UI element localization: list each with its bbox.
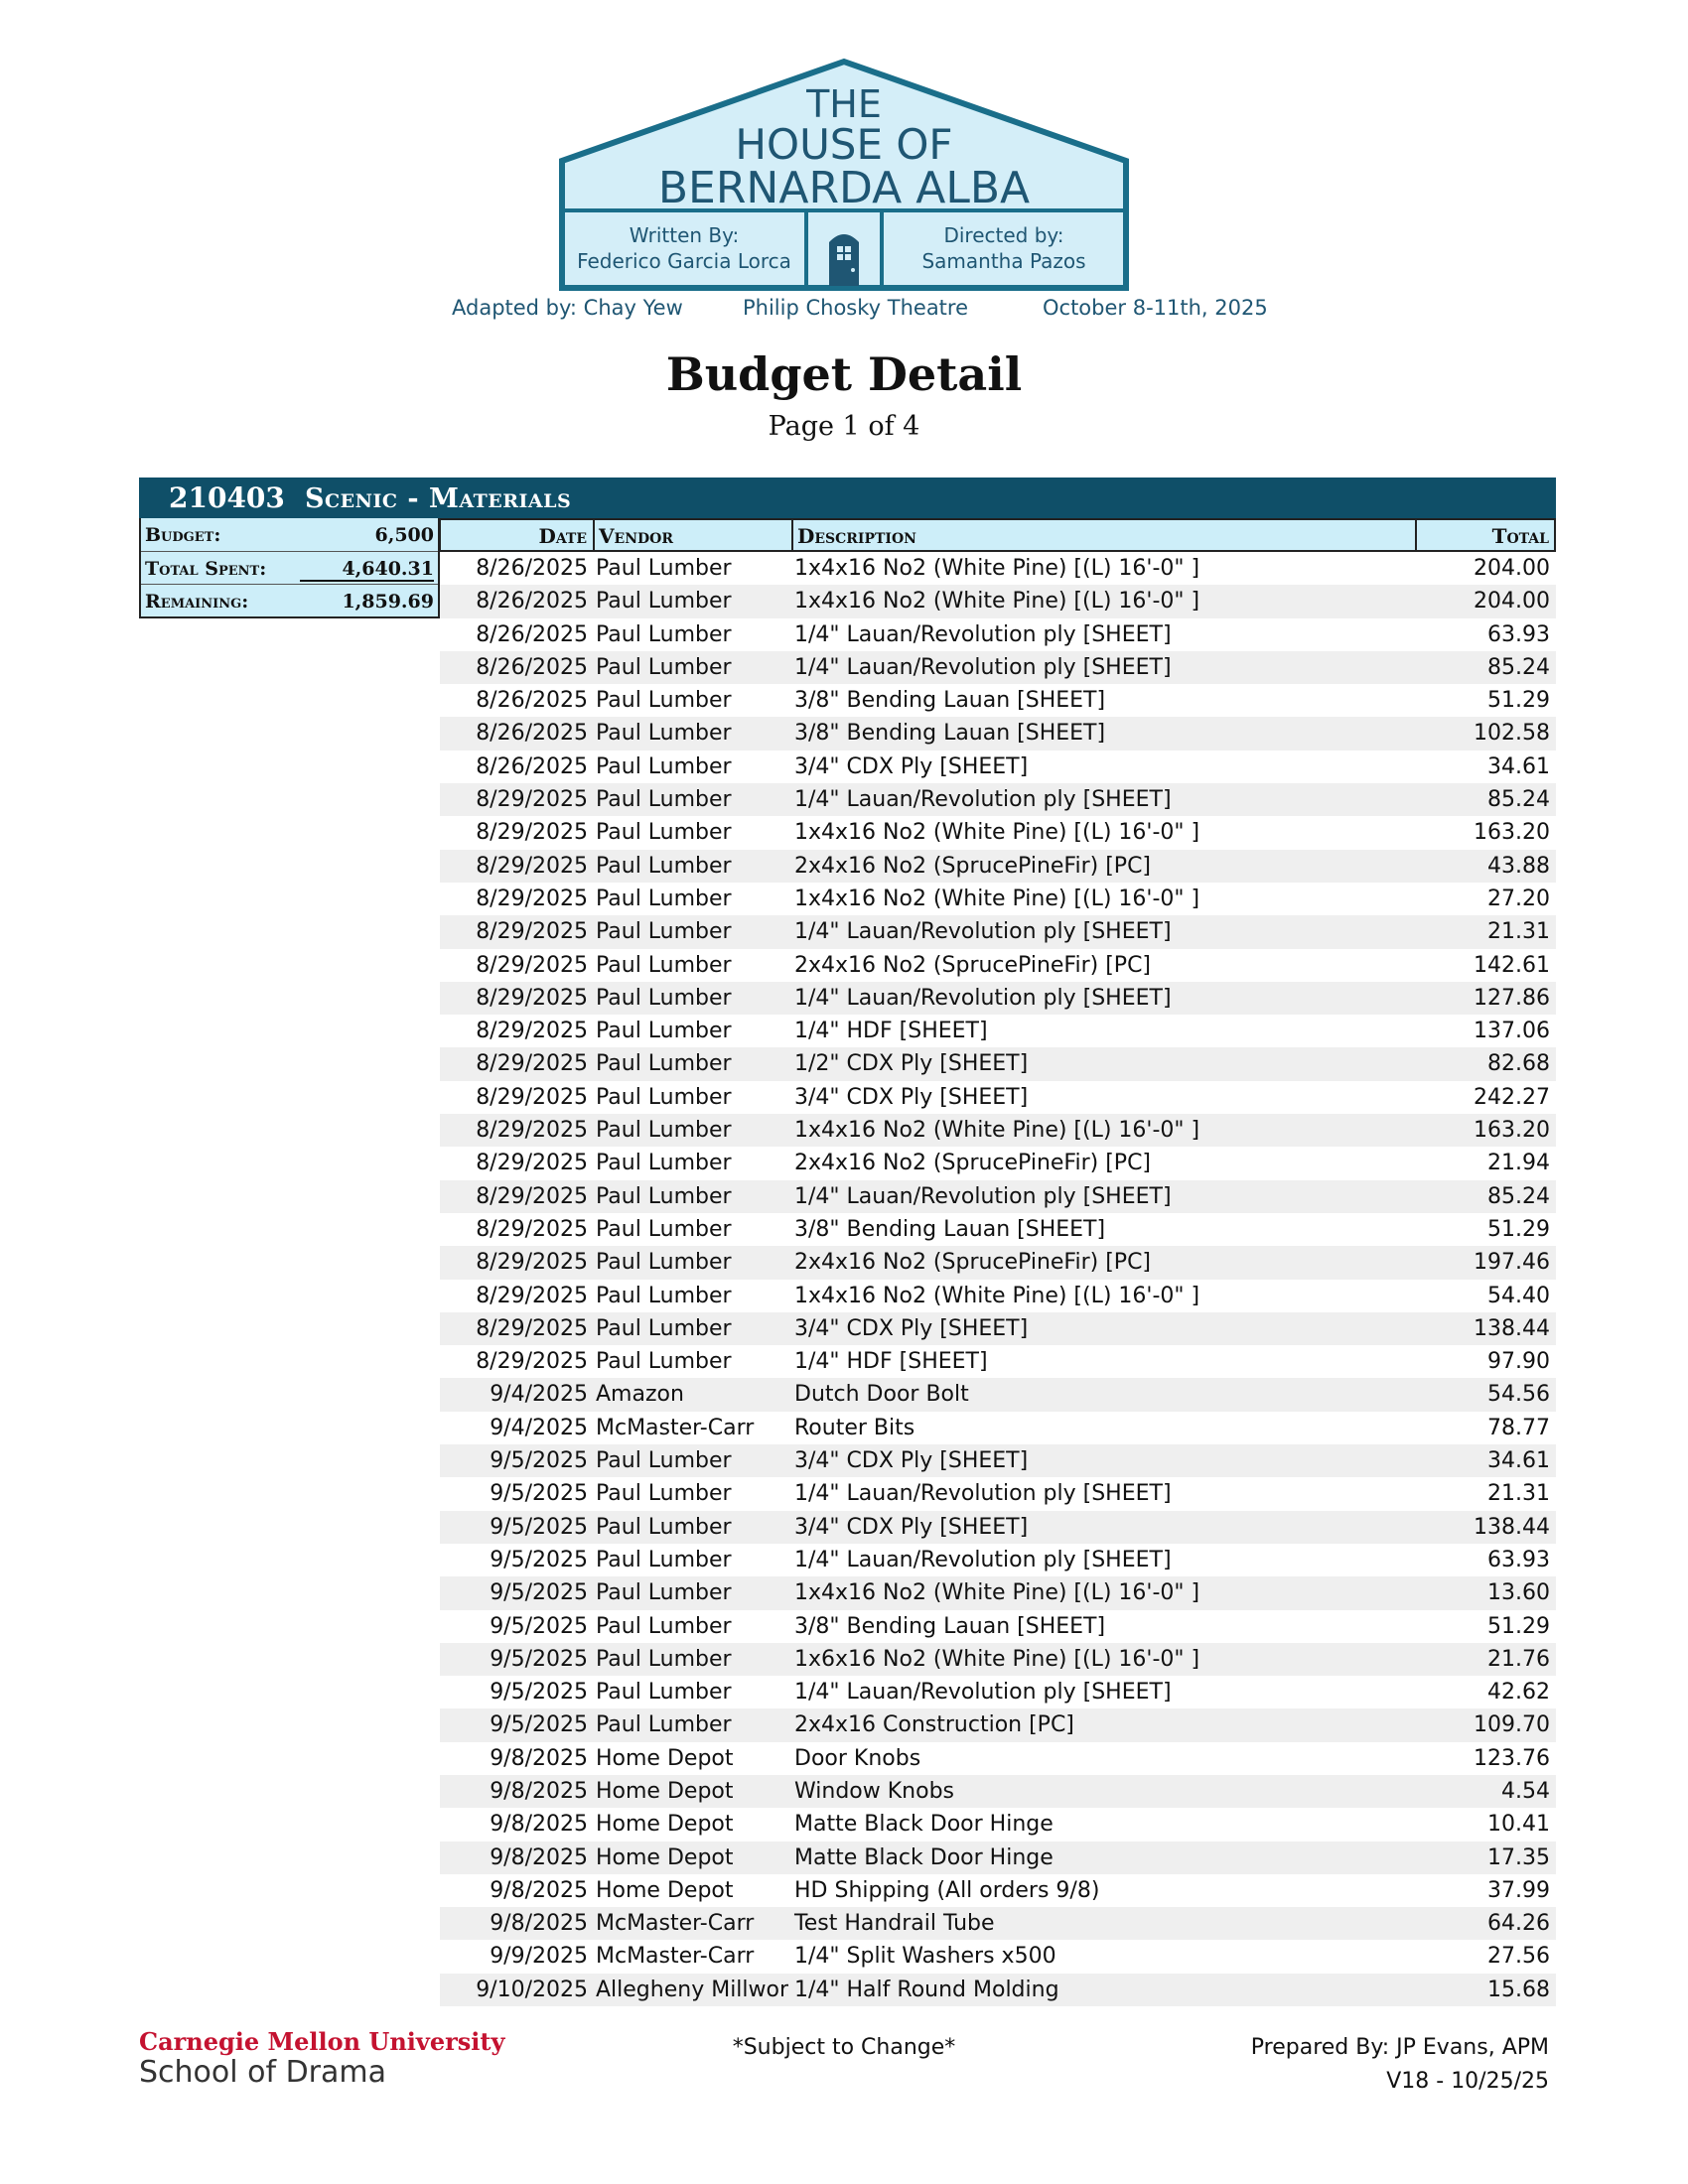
table-row [440,783,1556,816]
cell-vendor: Paul Lumber [596,1216,732,1242]
door-icon [829,234,859,286]
cell-description: 1x4x16 No2 (White Pine) [(L) 16'-0" ] [794,556,1200,581]
cell-description: 1/4" HDF [SHEET] [794,1019,988,1044]
cell-vendor: Paul Lumber [596,1019,732,1044]
cell-total: 142.61 [1474,952,1550,978]
cell-description: Dutch Door Bolt [794,1382,969,1408]
cell-vendor: Paul Lumber [596,886,732,911]
cell-total: 27.56 [1487,1944,1550,1970]
cell-date: 9/5/2025 [490,1580,588,1606]
cell-vendor: Paul Lumber [596,1084,732,1110]
cell-vendor: Home Depot [596,1877,734,1903]
cell-total: 64.26 [1487,1911,1550,1937]
table-row [440,1180,1556,1213]
table-row [440,982,1556,1015]
cell-vendor: Paul Lumber [596,589,732,614]
table-row [440,1477,1556,1510]
table-row [440,949,1556,982]
cell-vendor: Paul Lumber [596,1481,732,1507]
table-row [440,1246,1556,1279]
cell-date: 9/5/2025 [490,1514,588,1540]
cell-description: 3/4" CDX Ply [SHEET] [794,1448,1029,1474]
cell-description: 2x4x16 No2 (SprucePineFir) [PC] [794,1250,1152,1276]
cell-total: 37.99 [1487,1877,1550,1903]
table-body [440,552,1556,2006]
table-row [440,1015,1556,1047]
cell-total: 204.00 [1474,589,1550,614]
table-row [440,883,1556,915]
cell-description: Matte Black Door Hinge [794,1812,1054,1838]
cell-description: Matte Black Door Hinge [794,1844,1054,1870]
table-row [440,1312,1556,1345]
cell-total: 63.93 [1487,1547,1550,1572]
cell-vendor: Paul Lumber [596,1250,732,1276]
cell-total: 42.62 [1487,1680,1550,1706]
cell-description: 1/4" Lauan/Revolution ply [SHEET] [794,654,1172,680]
cell-total: 102.58 [1474,721,1550,747]
show-title-line2: HOUSE OF [735,120,953,169]
cell-vendor: Paul Lumber [596,721,732,747]
table-row [440,1213,1556,1246]
cell-description: 3/8" Bending Lauan [SHEET] [794,721,1106,747]
cell-total: 197.46 [1474,1250,1550,1276]
summary-budget [141,518,438,551]
cell-vendor: Paul Lumber [596,556,732,581]
cell-total: 97.90 [1487,1349,1550,1375]
cell-total: 15.68 [1487,1977,1550,2002]
cell-total: 34.61 [1487,753,1550,779]
cell-vendor: Home Depot [596,1745,734,1771]
cell-total: 17.35 [1487,1844,1550,1870]
cell-vendor: Paul Lumber [596,1051,732,1077]
cell-vendor: Paul Lumber [596,1613,732,1639]
cell-date: 9/8/2025 [490,1745,588,1771]
cell-description: 1x4x16 No2 (White Pine) [(L) 16'-0" ] [794,886,1200,911]
table-row [440,1708,1556,1741]
cell-description: 1x4x16 No2 (White Pine) [(L) 16'-0" ] [794,1283,1200,1308]
column-header-vendor: Vendor [593,520,791,552]
written-by-label: Written By: [629,223,740,247]
cell-date: 8/29/2025 [476,919,588,945]
cell-total: 242.27 [1474,1084,1550,1110]
cell-total: 43.88 [1487,853,1550,879]
section-code: 210403 [169,481,285,514]
show-title-line1: THE [806,82,882,126]
cell-vendor: McMaster-Carr [596,1415,755,1440]
cell-vendor: Paul Lumber [596,1448,732,1474]
cell-date: 8/26/2025 [476,721,588,747]
table-row [440,1742,1556,1775]
budget-label: Budget: [145,524,221,546]
directed-by-name: Samantha Pazos [921,249,1086,273]
cell-date: 8/26/2025 [476,688,588,714]
cell-vendor: Paul Lumber [596,1151,732,1176]
table-row [440,651,1556,684]
cell-description: Door Knobs [794,1745,921,1771]
cell-vendor: Paul Lumber [596,1646,732,1672]
cell-date: 9/8/2025 [490,1812,588,1838]
cell-total: 137.06 [1474,1019,1550,1044]
cell-vendor: Paul Lumber [596,753,732,779]
cell-date: 8/26/2025 [476,589,588,614]
summary-remaining [141,584,438,616]
table-row [440,850,1556,883]
cell-date: 9/8/2025 [490,1877,588,1903]
cell-date: 8/29/2025 [476,1151,588,1176]
table-row [440,1147,1556,1179]
cell-vendor: Paul Lumber [596,985,732,1011]
cell-vendor: Paul Lumber [596,853,732,879]
cell-date: 9/8/2025 [490,1844,588,1870]
cell-total: 63.93 [1487,621,1550,647]
cell-total: 78.77 [1487,1415,1550,1440]
school-name: School of Drama [139,2055,387,2090]
cell-description: 1/4" Lauan/Revolution ply [SHEET] [794,985,1172,1011]
cell-description: 3/8" Bending Lauan [SHEET] [794,1613,1106,1639]
directed-by-label: Directed by: [943,223,1064,247]
table-row [440,1345,1556,1378]
cell-date: 9/5/2025 [490,1547,588,1572]
subject-to-change-note: *Subject to Change* [732,2035,956,2060]
cell-total: 54.40 [1487,1283,1550,1308]
table-row [440,552,1556,585]
cell-total: 163.20 [1474,1118,1550,1144]
cell-date: 8/29/2025 [476,1084,588,1110]
cell-vendor: Paul Lumber [596,1680,732,1706]
expense-table [440,518,1556,2006]
cell-description: 1/4" HDF [SHEET] [794,1349,988,1375]
cell-description: 3/4" CDX Ply [SHEET] [794,1514,1029,1540]
cell-date: 9/5/2025 [490,1481,588,1507]
column-header-total: Total [1415,520,1555,552]
table-row [440,1808,1556,1841]
table-row [440,618,1556,651]
table-row [440,816,1556,849]
cell-total: 4.54 [1501,1778,1550,1804]
cell-total: 34.61 [1487,1448,1550,1474]
cell-description: 3/8" Bending Lauan [SHEET] [794,688,1106,714]
budget-summary [139,518,440,618]
cell-description: 1/4" Lauan/Revolution ply [SHEET] [794,1481,1172,1507]
table-row [440,1842,1556,1874]
cell-description: 1/4" Lauan/Revolution ply [SHEET] [794,919,1172,945]
cell-description: 3/4" CDX Ply [SHEET] [794,1084,1029,1110]
cell-date: 8/29/2025 [476,1349,588,1375]
university-logo-text: Carnegie Mellon University [139,2027,505,2056]
cell-date: 8/29/2025 [476,853,588,879]
cell-date: 8/29/2025 [476,1183,588,1209]
table-row [440,1610,1556,1643]
table-row [440,1907,1556,1940]
cell-total: 163.20 [1474,820,1550,846]
cell-total: 54.56 [1487,1382,1550,1408]
spent-label: Total Spent: [145,558,267,580]
cell-vendor: Paul Lumber [596,688,732,714]
cell-description: Test Handrail Tube [794,1911,995,1937]
cell-description: 2x4x16 No2 (SprucePineFir) [PC] [794,1151,1152,1176]
cell-description: 2x4x16 No2 (SprucePineFir) [PC] [794,952,1152,978]
cell-total: 21.76 [1487,1646,1550,1672]
cell-description: 1x4x16 No2 (White Pine) [(L) 16'-0" ] [794,820,1200,846]
venue: Philip Chosky Theatre [743,296,969,320]
cell-vendor: Paul Lumber [596,1349,732,1375]
table-row [440,1544,1556,1576]
cell-date: 8/26/2025 [476,556,588,581]
cell-total: 138.44 [1474,1514,1550,1540]
cell-total: 13.60 [1487,1580,1550,1606]
cell-vendor: Paul Lumber [596,919,732,945]
table-row [440,1444,1556,1477]
cell-vendor: Paul Lumber [596,654,732,680]
cell-description: 1x4x16 No2 (White Pine) [(L) 16'-0" ] [794,1118,1200,1144]
cell-date: 9/4/2025 [490,1382,588,1408]
cell-total: 138.44 [1474,1315,1550,1341]
cell-date: 9/10/2025 [476,1977,588,2002]
budget-value: 6,500 [374,524,434,546]
cell-vendor: Paul Lumber [596,1712,732,1738]
table-row [440,1378,1556,1411]
table-row [440,1114,1556,1147]
summary-spent [141,551,438,584]
cell-description: 1/4" Lauan/Revolution ply [SHEET] [794,1680,1172,1706]
cell-date: 9/5/2025 [490,1613,588,1639]
cell-date: 8/29/2025 [476,1216,588,1242]
cell-date: 8/29/2025 [476,820,588,846]
cell-description: HD Shipping (All orders 9/8) [794,1877,1100,1903]
show-credits [0,296,1688,326]
cell-date: 8/26/2025 [476,753,588,779]
cell-description: 1/4" Lauan/Revolution ply [SHEET] [794,1183,1172,1209]
cell-description: 3/4" CDX Ply [SHEET] [794,753,1029,779]
cell-total: 21.31 [1487,1481,1550,1507]
cell-date: 8/29/2025 [476,985,588,1011]
cell-vendor: McMaster-Carr [596,1911,755,1937]
cell-total: 109.70 [1474,1712,1550,1738]
cell-date: 8/29/2025 [476,1051,588,1077]
table-row [440,1874,1556,1907]
remaining-label: Remaining: [145,591,249,613]
cell-vendor: Allegheny Millwor [596,1977,788,2002]
cell-date: 9/8/2025 [490,1911,588,1937]
show-dates: October 8-11th, 2025 [1043,296,1268,320]
cell-description: 1/2" CDX Ply [SHEET] [794,1051,1029,1077]
cell-description: 2x4x16 Construction [PC] [794,1712,1074,1738]
cell-date: 9/5/2025 [490,1646,588,1672]
cell-total: 85.24 [1487,654,1550,680]
table-row [440,1280,1556,1312]
cell-date: 9/5/2025 [490,1712,588,1738]
cell-total: 51.29 [1487,1216,1550,1242]
cell-total: 21.31 [1487,919,1550,945]
cell-description: 1/4" Lauan/Revolution ply [SHEET] [794,621,1172,647]
cell-vendor: Paul Lumber [596,1547,732,1572]
cell-vendor: Paul Lumber [596,621,732,647]
table-row [440,1974,1556,2006]
page-title: Budget Detail [665,347,1023,401]
cell-total: 51.29 [1487,1613,1550,1639]
cell-date: 9/4/2025 [490,1415,588,1440]
cell-date: 9/9/2025 [490,1944,588,1970]
cell-description: 1/4" Lauan/Revolution ply [SHEET] [794,1547,1172,1572]
table-row [440,751,1556,783]
cell-total: 85.24 [1487,1183,1550,1209]
cell-date: 9/5/2025 [490,1680,588,1706]
column-header-date: Date [538,524,587,548]
cell-total: 21.94 [1487,1151,1550,1176]
cell-vendor: Paul Lumber [596,1283,732,1308]
cell-description: 1/4" Lauan/Revolution ply [SHEET] [794,787,1172,813]
prepared-by: Prepared By: JP Evans, APM [1250,2035,1549,2060]
cell-total: 204.00 [1474,556,1550,581]
cell-date: 8/26/2025 [476,621,588,647]
cell-vendor: Paul Lumber [596,1183,732,1209]
cell-date: 8/29/2025 [476,1118,588,1144]
cell-vendor: Paul Lumber [596,1118,732,1144]
cell-description: 1/4" Half Round Molding [794,1977,1059,2002]
cell-vendor: Paul Lumber [596,1315,732,1341]
cell-date: 8/29/2025 [476,1283,588,1308]
cell-description: 1x4x16 No2 (White Pine) [(L) 16'-0" ] [794,589,1200,614]
cell-description: 1/4" Split Washers x500 [794,1944,1056,1970]
show-title-line3: BERNARDA ALBA [657,163,1031,213]
table-row [440,1047,1556,1080]
cell-date: 8/29/2025 [476,886,588,911]
table-row [440,585,1556,617]
cell-total: 51.29 [1487,688,1550,714]
cell-vendor: Paul Lumber [596,820,732,846]
cell-date: 8/29/2025 [476,1019,588,1044]
version-label: V18 - 10/25/25 [1386,2069,1549,2094]
cell-total: 10.41 [1487,1812,1550,1838]
table-row [440,1081,1556,1114]
cell-vendor: McMaster-Carr [596,1944,755,1970]
cell-total: 127.86 [1474,985,1550,1011]
table-header [440,518,1556,552]
table-row [440,1643,1556,1676]
remaining-value: 1,859.69 [342,591,434,613]
table-row [440,684,1556,717]
spent-value: 4,640.31 [300,558,434,582]
table-row [440,1940,1556,1973]
show-logo [556,56,1132,292]
cell-vendor: Home Depot [596,1778,734,1804]
cell-total: 123.76 [1474,1745,1550,1771]
cell-total: 82.68 [1487,1051,1550,1077]
cell-vendor: Paul Lumber [596,1580,732,1606]
cell-date: 8/29/2025 [476,787,588,813]
cell-vendor: Paul Lumber [596,787,732,813]
cell-date: 9/8/2025 [490,1778,588,1804]
page-number: Page 1 of 4 [768,411,920,442]
cell-description: 1x4x16 No2 (White Pine) [(L) 16'-0" ] [794,1580,1200,1606]
cell-description: 3/8" Bending Lauan [SHEET] [794,1216,1106,1242]
written-by-name: Federico Garcia Lorca [577,249,791,273]
table-row [440,1775,1556,1808]
cell-vendor: Home Depot [596,1812,734,1838]
section-header [139,478,1556,518]
table-row [440,1412,1556,1444]
cell-date: 8/29/2025 [476,952,588,978]
adapted-by: Adapted by: Chay Yew [452,296,683,320]
cell-description: 3/4" CDX Ply [SHEET] [794,1315,1029,1341]
cell-total: 27.20 [1487,886,1550,911]
cell-description: 1x6x16 No2 (White Pine) [(L) 16'-0" ] [794,1646,1200,1672]
section-name: Scenic - Materials [305,483,572,514]
cell-description: Window Knobs [794,1778,954,1804]
table-row [440,1511,1556,1544]
cell-date: 8/29/2025 [476,1250,588,1276]
cell-description: 2x4x16 No2 (SprucePineFir) [PC] [794,853,1152,879]
cell-vendor: Paul Lumber [596,1514,732,1540]
cell-description: Router Bits [794,1415,915,1440]
cell-date: 8/26/2025 [476,654,588,680]
cell-vendor: Amazon [596,1382,684,1408]
column-header-description: Description [791,520,1415,552]
cell-date: 8/29/2025 [476,1315,588,1341]
table-row [440,1676,1556,1708]
cell-total: 85.24 [1487,787,1550,813]
cell-date: 9/5/2025 [490,1448,588,1474]
table-row [440,1576,1556,1609]
cell-vendor: Home Depot [596,1844,734,1870]
cell-vendor: Paul Lumber [596,952,732,978]
table-row [440,717,1556,750]
table-row [440,915,1556,948]
